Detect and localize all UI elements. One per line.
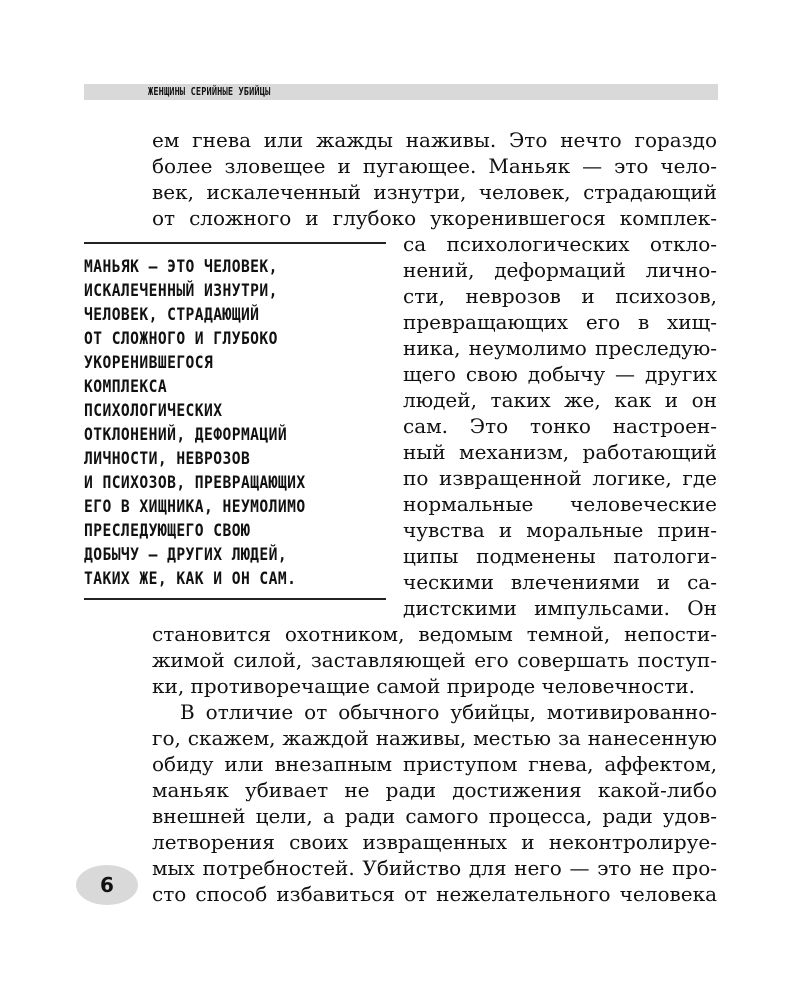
body-line: сто способ избавиться от нежелательного человека <box>152 882 717 906</box>
body-line: ки, противоречащие самой природе человечности. <box>152 674 695 698</box>
pull-quote-line: ЧЕЛОВЕК, СТРАДАЮЩИЙ <box>84 305 260 325</box>
pull-quote-line: ПРЕСЛЕДУЮЩЕГО СВОЮ <box>84 521 251 541</box>
running-head: ЖЕНЩИНЫ СЕРИЙНЫЕ УБИЙЦЫ <box>148 85 271 98</box>
body-line: ческими влечениями и са- <box>403 570 717 594</box>
body-line: В отличие от обычного убийцы, мотивированно- <box>180 700 717 724</box>
pull-quote-line: И ПСИХОЗОВ, ПРЕВРАЩАЮЩИХ <box>84 473 306 493</box>
body-line: нений, деформаций лично- <box>403 258 717 282</box>
body-line: век, искалеченный изнутри, человек, страдающий <box>152 180 717 204</box>
pull-quote-bottom-rule <box>84 598 386 600</box>
body-line: сам. Это тонко настроен- <box>403 414 717 438</box>
body-line: са психологических откло- <box>403 232 717 256</box>
body-line: нормальные человеческие <box>403 492 717 516</box>
body-line: обиду или внезапным приступом гнева, аффектом, <box>152 752 717 776</box>
pull-quote-top-rule <box>84 242 386 244</box>
pull-quote-line: ДОБЫЧУ — ДРУГИХ ЛЮДЕЙ, <box>84 545 288 565</box>
pull-quote-line: ОТКЛОНЕНИЙ, ДЕФОРМАЦИЙ <box>84 425 288 445</box>
page-number: 6 <box>100 873 114 897</box>
pull-quote-line: ЛИЧНОСТИ, НЕВРОЗОВ <box>84 449 251 469</box>
body-line: от сложного и глубоко укоренившегося комплек- <box>152 206 717 230</box>
pull-quote-line: ПСИХОЛОГИЧЕСКИХ <box>84 401 223 421</box>
pull-quote-line: МАНЬЯК — ЭТО ЧЕЛОВЕК, <box>84 257 278 277</box>
body-line: мых потребностей. Убийство для него — это не про- <box>152 856 717 880</box>
body-line: более зловещее и пугающее. Маньяк — это чело- <box>152 154 717 178</box>
body-line: по извращенной логике, где <box>403 466 717 490</box>
body-line: ный механизм, работающий <box>403 440 717 464</box>
body-line: ципы подменены патологи- <box>403 544 717 568</box>
pull-quote-line: УКОРЕНИВШЕГОСЯ <box>84 353 214 373</box>
body-line: внешней цели, а ради самого процесса, ради удов- <box>152 804 717 828</box>
body-line: ника, неумолимо преследую- <box>403 336 717 360</box>
body-line: ем гнева или жажды наживы. Это нечто гораздо <box>152 128 717 152</box>
body-line: сти, неврозов и психозов, <box>403 284 717 308</box>
pull-quote-line: КОМПЛЕКСА <box>84 377 168 397</box>
body-line: го, скажем, жаждой наживы, местью за нанесенную <box>152 726 717 750</box>
pull-quote-line: ИСКАЛЕЧЕННЫЙ ИЗНУТРИ, <box>84 281 278 301</box>
body-line: маньяк убивает не ради достижения какой-либо <box>152 778 717 802</box>
body-line: превращающих его в хищ- <box>403 310 717 334</box>
body-line: дистскими импульсами. Он <box>403 596 717 620</box>
body-line: становится охотником, ведомым темной, непости- <box>152 622 717 646</box>
pull-quote-line: ЕГО В ХИЩНИКА, НЕУМОЛИМО <box>84 497 306 517</box>
body-line: чувства и моральные прин- <box>403 518 717 542</box>
pull-quote-line: ОТ СЛОЖНОГО И ГЛУБОКО <box>84 329 278 349</box>
body-line: людей, таких же, как и он <box>403 388 717 412</box>
pull-quote-line: ТАКИХ ЖЕ, КАК И ОН САМ. <box>84 569 297 589</box>
body-line: жимой силой, заставляющей его совершать поступ- <box>152 648 717 672</box>
body-line: летворения своих извращенных и неконтролируе- <box>152 830 717 854</box>
body-line: щего свою добычу — других <box>403 362 717 386</box>
